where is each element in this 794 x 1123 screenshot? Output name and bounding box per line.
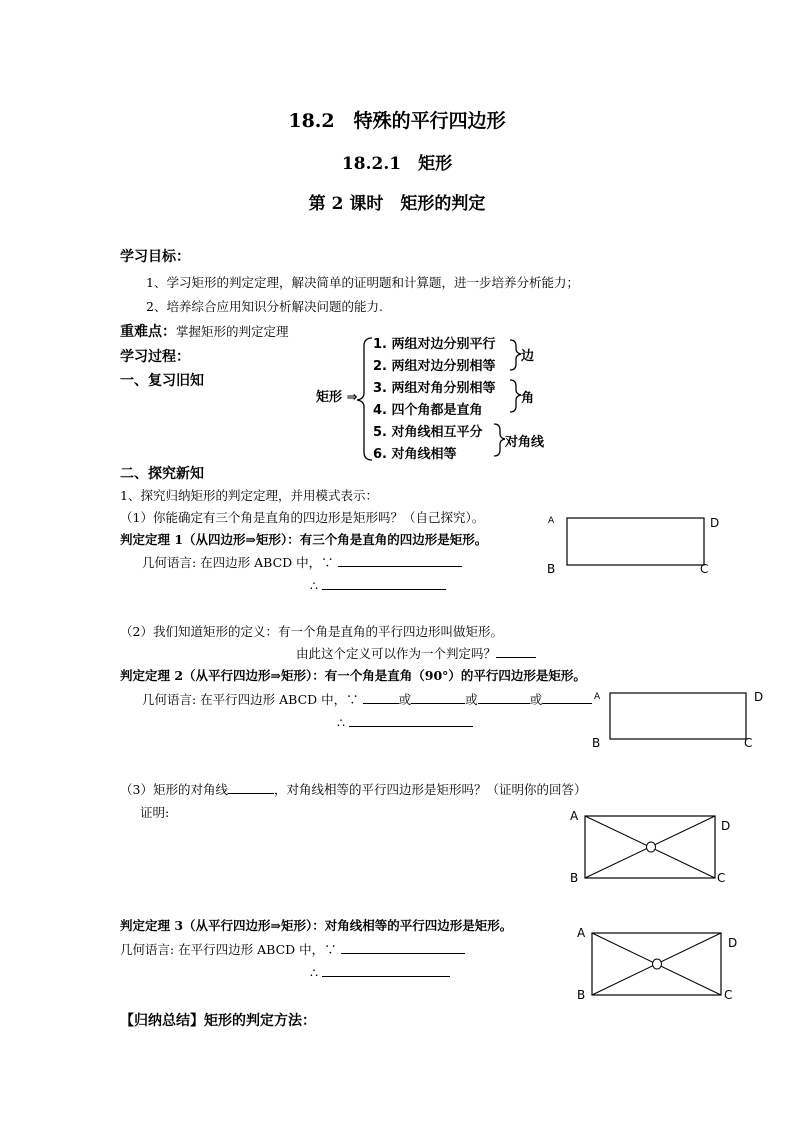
- process-heading: 学习过程：: [120, 349, 190, 365]
- group-label-diagonals: 对角线: [505, 435, 545, 450]
- or-word: 或: [529, 692, 543, 707]
- geo-language-3-label: 几何语言: 在平行四边形 ABCD 中，∵: [120, 942, 337, 957]
- vertex-label-d: D: [754, 690, 764, 704]
- vertex-label-b: B: [570, 871, 579, 885]
- vertex-label-d: D: [710, 516, 720, 530]
- objective-item: 2、培养综合应用知识分析解决问题的能力.: [146, 299, 383, 314]
- vertex-label-d: D: [721, 819, 731, 833]
- geo-language-1-label: 几何语言: 在四边形 ABCD 中，∵: [142, 555, 334, 570]
- summary-heading: 【归纳总结】矩形的判定方法：: [120, 1013, 316, 1029]
- vertex-label-c: C: [700, 562, 709, 576]
- review-condition: 1. 两组对边分别平行: [373, 337, 496, 352]
- review-condition: 6. 对角线相等: [373, 447, 457, 462]
- question-2-follow-text: 由此这个定义可以作为一个判定吗？: [296, 646, 497, 661]
- question-3-part-b: ，对角线相等的平行四边形是矩形吗？（证明你的回答）: [273, 782, 587, 797]
- vertex-label-a: A: [577, 926, 586, 940]
- key-points-label: 重难点：: [120, 324, 176, 340]
- subsection-title: 18.2.1 矩形: [341, 154, 453, 174]
- therefore-symbol: ∴: [337, 715, 345, 730]
- theorem-1: 判定定理 1（从四边形⇒矩形）：有三个角是直角的四边形是矩形。: [120, 532, 488, 547]
- vertex-label-c: C: [724, 988, 733, 1002]
- therefore-symbol: ∴: [310, 578, 318, 593]
- review-condition: 3. 两组对角分别相等: [373, 381, 496, 396]
- review-condition: 4. 四个角都是直角: [373, 403, 483, 418]
- vertex-label-a: A: [548, 516, 555, 526]
- key-points-text: 掌握矩形的判定定理: [176, 324, 289, 339]
- question-1: （1）你能确定有三个角是直角的四边形是矩形吗？（自己探究）。: [120, 510, 485, 525]
- review-heading: 一、复习旧知: [120, 373, 204, 389]
- objectives-heading: 学习目标：: [120, 249, 190, 265]
- explore-intro: 1、探究归纳矩形的判定定理，并用模式表示：: [120, 488, 378, 503]
- group-label-angles: 角: [521, 391, 535, 406]
- lesson-title: 第 2 课时 矩形的判定: [308, 194, 486, 214]
- or-word: 或: [398, 692, 412, 707]
- vertex-label-a: A: [594, 692, 601, 702]
- geo-language-2-label: 几何语言: 在平行四边形 ABCD 中，∵: [142, 692, 359, 707]
- vertex-label-c: C: [717, 871, 726, 885]
- vertex-label-b: B: [592, 736, 601, 750]
- vertex-label-d: D: [728, 936, 738, 950]
- vertex-label-c: C: [744, 736, 753, 750]
- vertex-label-b: B: [577, 988, 586, 1002]
- therefore-symbol: ∴: [310, 965, 318, 980]
- review-condition: 2. 两组对边分别相等: [373, 359, 496, 374]
- vertex-label-a: A: [570, 809, 579, 823]
- group-label-edges: 边: [521, 349, 535, 364]
- page-title: 18.2 特殊的平行四边形: [288, 110, 506, 132]
- center-point-o: [653, 959, 662, 969]
- objective-item: 1、学习矩形的判定定理，解决简单的证明题和计算题，进一步培养分析能力；: [146, 275, 579, 290]
- theorem-2: 判定定理 2（从平行四边形⇒矩形）：有一个角是直角（90°）的平行四边形是矩形。: [120, 668, 586, 683]
- theorem-3: 判定定理 3（从平行四边形⇒矩形）：对角线相等的平行四边形是矩形。: [120, 918, 513, 933]
- question-3-part-a: （3）矩形的对角线: [120, 782, 228, 797]
- or-word: 或: [465, 692, 478, 707]
- review-lead: 矩形 ⇒: [316, 390, 358, 405]
- vertex-label-b: B: [547, 562, 556, 576]
- explore-heading: 二、探究新知: [120, 466, 204, 482]
- proof-label: 证明:: [140, 805, 170, 820]
- review-condition: 5. 对角线相互平分: [373, 425, 483, 440]
- question-2: （2）我们知道矩形的定义：有一个角是直角的平行四边形叫做矩形。: [120, 624, 503, 639]
